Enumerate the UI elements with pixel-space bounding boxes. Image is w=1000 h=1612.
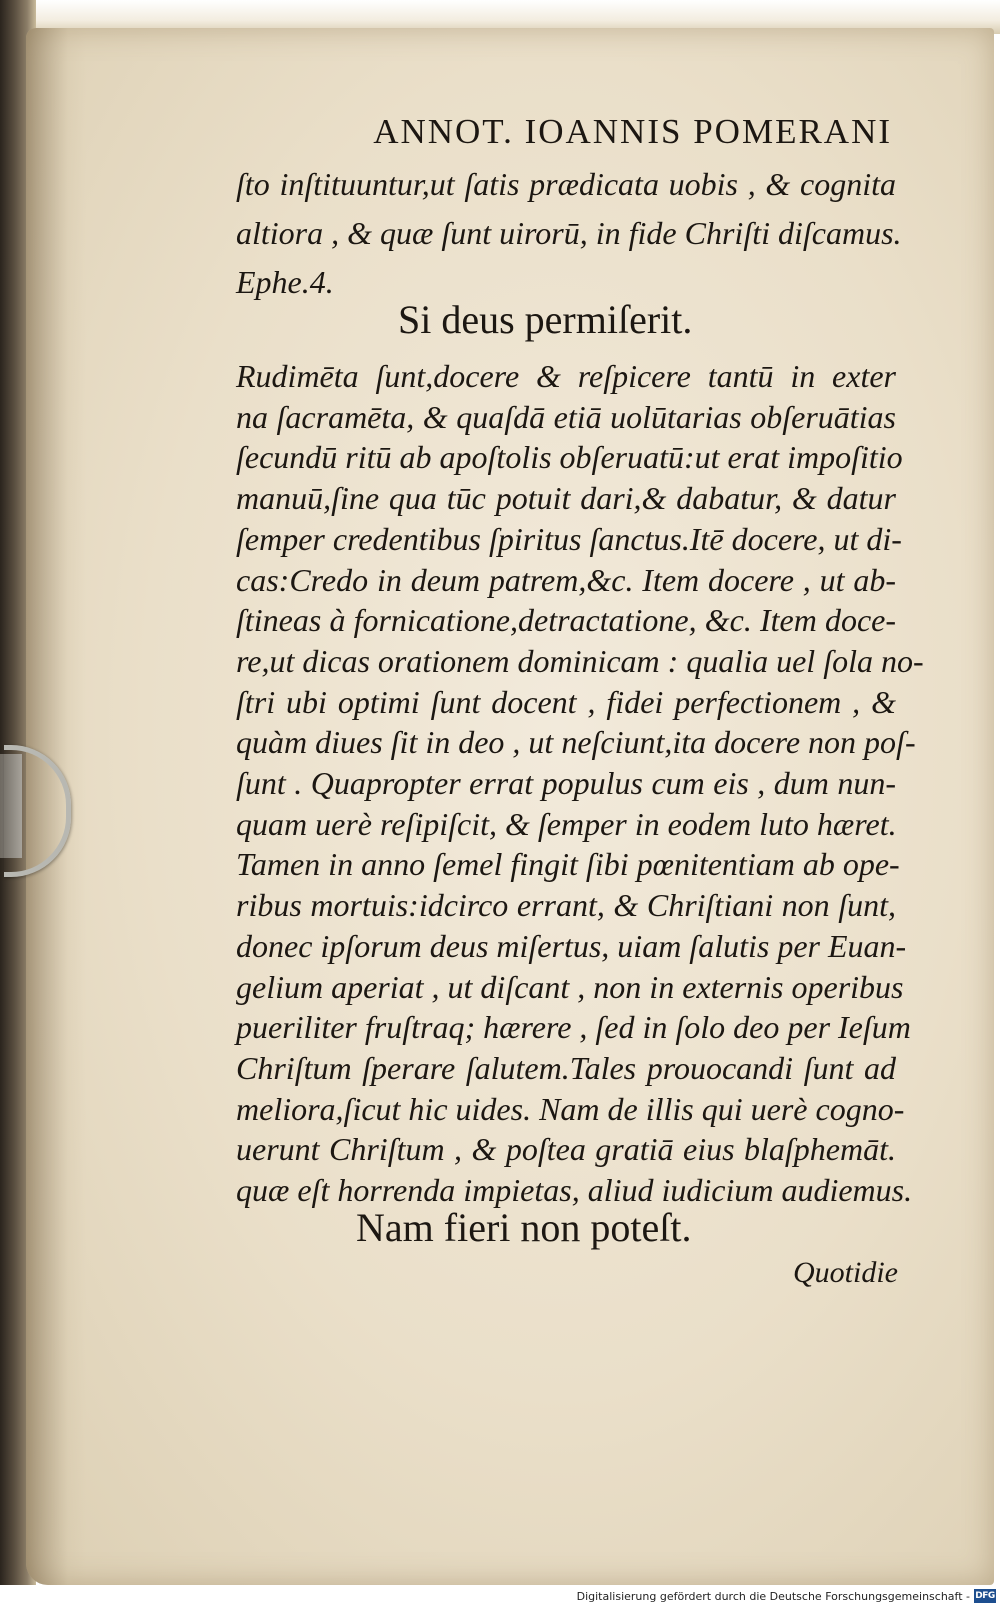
catchword: Quotidie [793,1256,898,1289]
text-line: ſtri ubi optimi ſunt docent , fidei perfectionem , & [236,684,896,720]
text-line: gelium aperiat , ut diſcant , non in externis operibus [236,969,904,1005]
text-line: re,ut dicas orationem dominicam : qualia uel ſola no- [236,643,924,679]
text-line: manuū,ſine qua tūc potuit dari,& dabatur, & datur [236,480,896,516]
text-line: meliora,ſicut hic uides. Nam de illis qui uerè cogno- [236,1091,905,1127]
section-heading: Si deus permiſerit. [398,297,693,342]
text-line: pueriliter fruſtraq; hærere , ſed in ſolo deo per Ieſum [236,1009,911,1045]
text-line: cas:Credo in deum patrem,&c. Item docere , ut ab- [236,562,896,598]
text-line: Rudimēta ſunt,docere & reſpicere tantū in exter [236,358,896,394]
text-line: altiora , & quæ ſunt uirorū, in fide Chriſti diſcamus. [236,215,902,251]
text-line: quæ eſt horrenda impietas, aliud iudicium audiemus. [236,1172,913,1208]
text-line: donec ipſorum deus miſertus, uiam ſalutis per Euan- [236,928,907,964]
text-line: quam uerè reſipiſcit, & ſemper in eodem luto hæret. [236,806,897,842]
dfg-logo: DFG [975,1591,995,1601]
text-line: ribus mortuis:idcirco errant, & Chriſtiani non ſunt, [236,887,896,923]
text-line: ſtineas à fornicatione,detractatione, &c. Item doce- [236,602,896,638]
text-line: uerunt Chriſtum , & poſtea gratiā eius blaſphemāt. [236,1131,896,1167]
text-line: ſemper credentibus ſpiritus ſanctus.Itē docere, ut di- [236,521,902,557]
text-line: ſecundū ritū ab apoſtolis obſeruatū:ut erat impoſitio [236,439,903,475]
text-line: ſunt . Quapropter errat populus cum eis , dum nun- [236,765,896,801]
text-line: Chriſtum ſperare ſalutem.Tales prouocandi ſunt ad [236,1050,896,1086]
section-heading: Nam fieri non poteſt. [356,1205,692,1250]
text-line: Tamen in anno ſemel fingit ſibi pœnitentiam ab ope- [236,846,900,882]
text-line: quàm diues ſit in deo , ut neſciunt,ita docere non poſ- [236,724,916,760]
footer-credit: Digitalisierung gefördert durch die Deutsche Forschungsgemeinschaft - [576,1590,970,1603]
text-line: na ſacramēta, & quaſdā etiā uolūtarias obſeruātias [236,399,896,435]
text-line: ſto inſtituuntur,ut ſatis prædicata uobis , & cognita [236,166,896,202]
text-line: Ephe.4. [236,264,334,300]
running-head: ANNOT. IOANNIS POMERANI [373,112,892,151]
